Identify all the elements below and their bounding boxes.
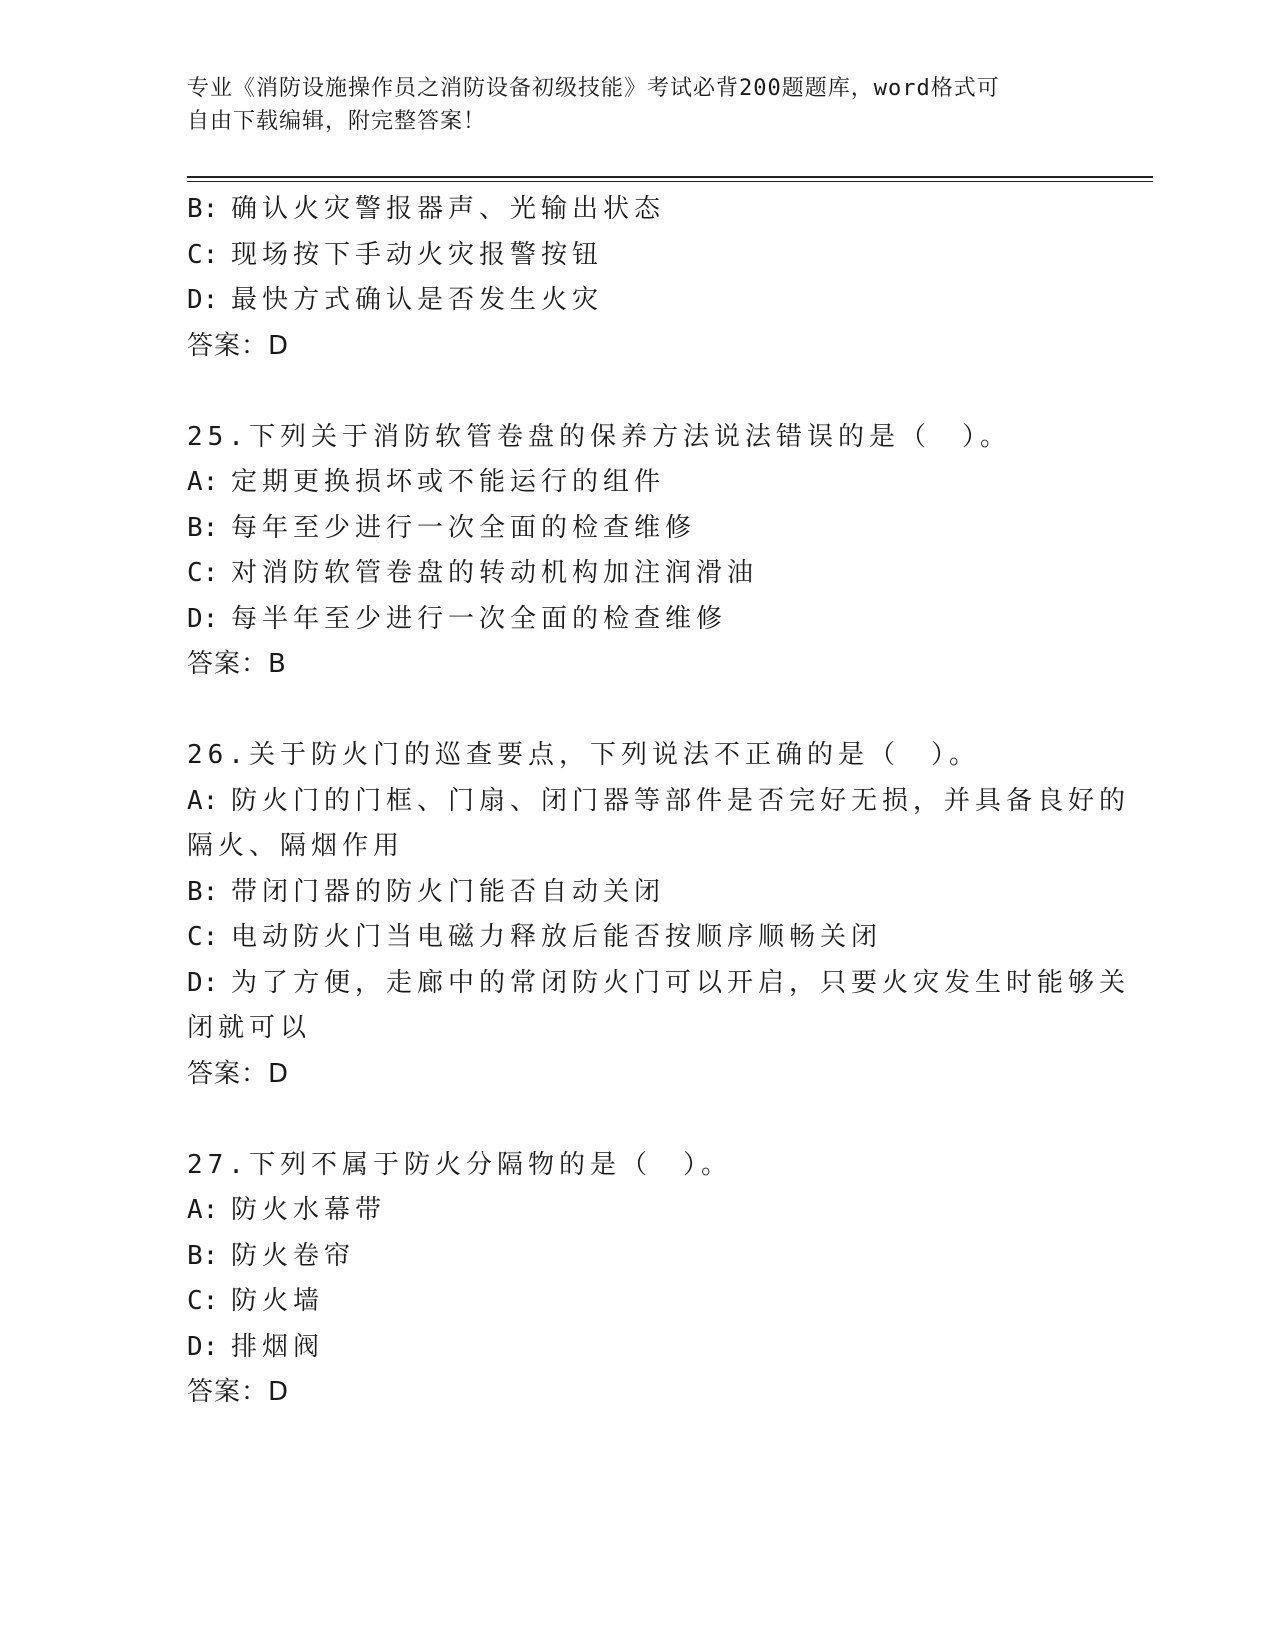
- question-block-25: [187, 415, 1087, 688]
- option-d: [187, 597, 1087, 643]
- option-a: [187, 460, 1087, 506]
- answer-line: 答案：D: [187, 1377, 290, 1407]
- question-stem: 26.关于防火门的巡查要点，下列说法不正确的是（ ）。: [187, 740, 980, 770]
- answer-line: 答案：D: [187, 1058, 290, 1089]
- option-d-continuation: 闭就可以: [187, 1013, 312, 1043]
- option-text: 防火卷帘: [231, 1240, 356, 1271]
- answer-line: 答案：B: [187, 649, 287, 679]
- option-a: [187, 1188, 1087, 1234]
- option-letter: A:: [187, 1195, 219, 1225]
- option-text: 排烟阀: [231, 1331, 325, 1362]
- option-d: [187, 278, 1087, 324]
- option-letter: D:: [187, 603, 219, 634]
- option-b: [187, 187, 1087, 233]
- option-text: 定期更换损坏或不能运行的组件: [231, 467, 666, 497]
- question-block-26: [187, 733, 1131, 1097]
- option-d: [187, 1325, 1087, 1371]
- option-text: 电动防火门当电磁力释放后能否按顺序顺畅关闭: [231, 922, 883, 952]
- option-b: [187, 1234, 1087, 1280]
- option-b: [187, 506, 1087, 552]
- option-c: [187, 915, 1087, 961]
- option-letter: A:: [187, 467, 219, 497]
- option-letter: C:: [187, 239, 219, 270]
- option-a-continuation: 隔火、隔烟作用: [187, 831, 405, 861]
- document-header: [187, 72, 1067, 138]
- option-text: 最快方式确认是否发生火灾: [231, 285, 604, 315]
- question-stem: 25.下列关于消防软管卷盘的保养方法说法错误的是（ ）。: [187, 421, 1011, 452]
- option-letter: B:: [187, 876, 219, 907]
- question-stem: 27.下列不属于防火分隔物的是（ ）。: [187, 1149, 732, 1180]
- option-text: 每年至少进行一次全面的检查维修: [231, 512, 697, 543]
- option-letter: D:: [187, 967, 219, 998]
- question-list: [187, 187, 1131, 1461]
- option-letter: C:: [187, 558, 219, 588]
- option-letter: D:: [187, 285, 219, 315]
- option-c: [187, 551, 1087, 597]
- option-c: [187, 1279, 1087, 1325]
- option-text: 确认火灾警报器声、光输出状态: [231, 194, 666, 224]
- option-c: [187, 233, 1087, 279]
- option-letter: C:: [187, 922, 219, 952]
- option-letter: A:: [187, 785, 219, 816]
- option-text: 每半年至少进行一次全面的检查维修: [231, 603, 728, 634]
- option-text: 带闭门器的防火门能否自动关闭: [231, 876, 666, 907]
- option-letter: D:: [187, 1331, 219, 1362]
- option-text: 防火墙: [231, 1286, 325, 1316]
- option-text: 防火门的门框、门扇、闭门器等部件是否完好无损，并具备良好的: [231, 785, 1131, 816]
- header-line-2: 自由下载编辑，附完整答案！: [187, 109, 487, 134]
- option-text: 现场按下手动火灾报警按钮: [231, 239, 604, 270]
- option-a: [187, 779, 1131, 825]
- header-line-1: 专业《消防设施操作员之消防设备初级技能》考试必背200题题库，word格式可: [187, 76, 1000, 101]
- option-d: [187, 961, 1131, 1007]
- question-block-24: [187, 187, 1087, 369]
- option-b: [187, 870, 1087, 916]
- header-divider-thin: [187, 181, 1153, 182]
- option-text: 对消防软管卷盘的转动机构加注润滑油: [231, 558, 759, 588]
- option-letter: B:: [187, 194, 219, 224]
- option-letter: B:: [187, 1240, 219, 1271]
- option-letter: C:: [187, 1286, 219, 1316]
- question-block-27: [187, 1143, 1087, 1416]
- option-text: 为了方便，走廊中的常闭防火门可以开启，只要火灾发生时能够关: [231, 967, 1131, 998]
- option-letter: B:: [187, 512, 219, 543]
- option-text: 防火水幕带: [231, 1195, 387, 1225]
- header-divider-thick: [187, 176, 1153, 178]
- answer-line: 答案：D: [187, 330, 290, 361]
